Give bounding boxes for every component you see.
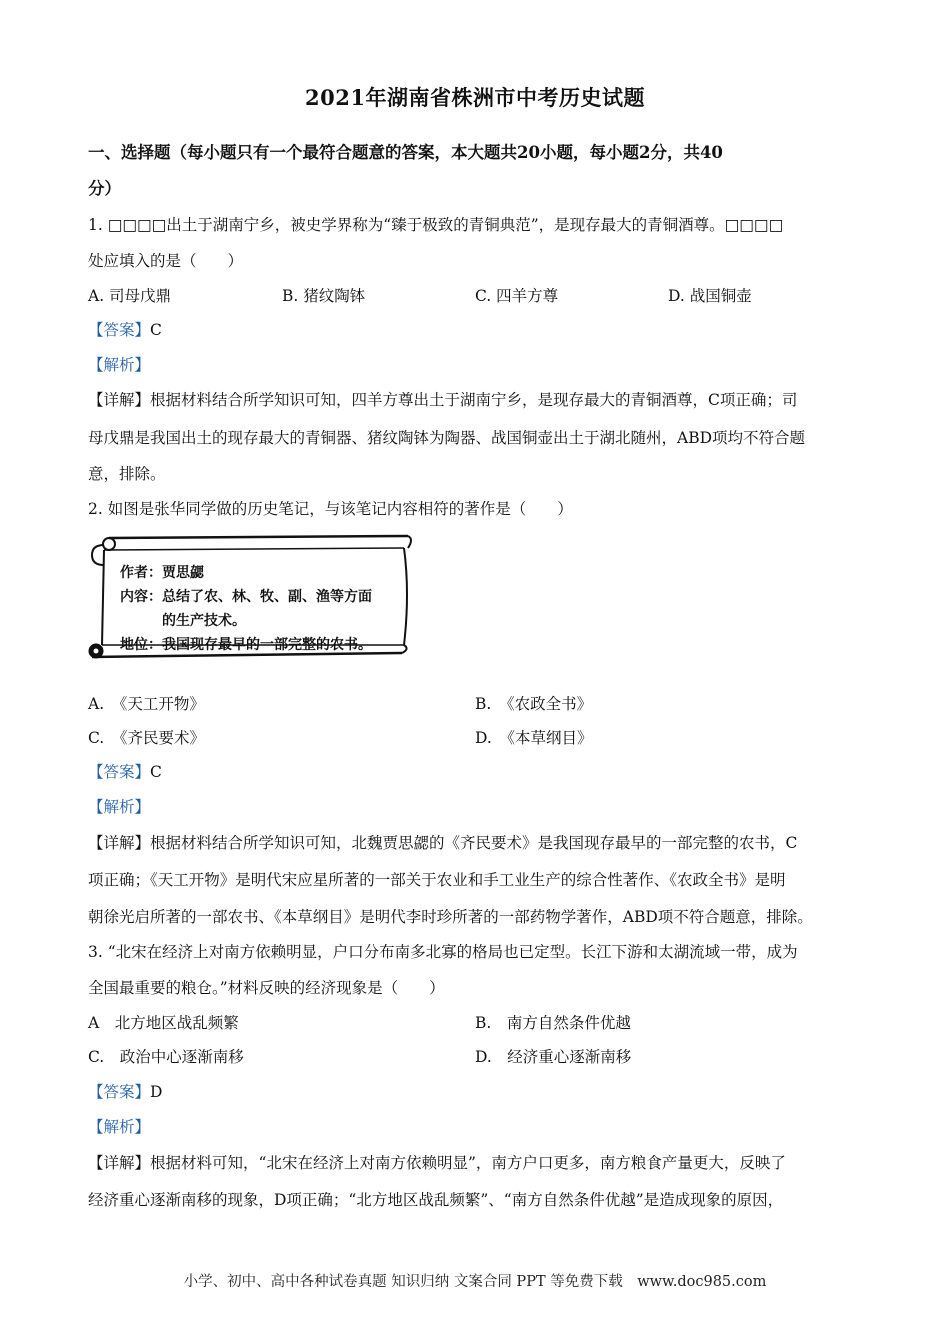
q2-option-c: C. 《齐民要术》 — [88, 729, 205, 747]
note-content-cont: 的生产技术。 — [162, 613, 246, 629]
q2-analysis-tag: 【解析】 — [88, 798, 151, 816]
note-status: 地位：我国现存最早的一部完整的农书。 — [120, 637, 372, 653]
q3-stem-line1: 3. “北宋在经济上对南方依赖明显，户口分布南多北寡的格局也已定型。长江下游和太湖流域一带，成为 — [88, 943, 798, 961]
answer-value: D — [150, 1083, 163, 1101]
q1-option-a: A. 司母戊鼎 — [88, 287, 172, 305]
note-content: 内容：总结了农、林、牧、副、渔等方面 — [120, 589, 372, 605]
detail-text: 根据材料可知，“北宋在经济上对南方依赖明显”，南方户口更多，南方粮食产量更大，反映了 — [150, 1154, 786, 1172]
q1-detail-line1 — [88, 390, 868, 410]
detail-tag: 【详解】 — [88, 391, 151, 409]
page-footer: 小学、初中、高中各种试卷真题 知识归纳 文案合同 PPT 等免费下载 www.doc985.com — [183, 1274, 767, 1290]
q2-option-b: B. 《农政全书》 — [475, 695, 593, 713]
q3-stem-line2: 全国最重要的粮仓。”材料反映的经济现象是（ ） — [88, 979, 445, 997]
q1-detail-line3: 意，排除。 — [88, 465, 166, 483]
note-author: 作者：贾思勰 — [120, 565, 204, 581]
detail-text: 根据材料结合所学知识可知，北魏贾思勰的《齐民要术》是我国现存最早的一部完整的农书，C — [150, 834, 798, 852]
page-title: 2021年湖南省株洲市中考历史试题 — [305, 85, 645, 110]
section-heading-cont: 分） — [88, 179, 121, 198]
q3-option-d: D. 经济重心逐渐南移 — [475, 1048, 632, 1066]
q2-detail-line2: 项正确；《天工开物》是明代宋应星所著的一部关于农业和手工业生产的综合性著作、《农政全书》是明 — [88, 871, 786, 889]
q1-stem-line1: 1. □□□□出土于湖南宁乡，被史学界称为“臻于极致的青铜典范”，是现存最大的青铜酒尊。□□□□ — [88, 216, 784, 234]
q3-option-c: C. 政治中心逐渐南移 — [88, 1048, 244, 1066]
section-heading: 一、选择题（每小题只有一个最符合题意的答案，本大题共20小题，每小题2分，共40 — [88, 143, 723, 162]
q3-option-b: B. 南方自然条件优越 — [475, 1014, 631, 1032]
detail-text: 根据材料结合所学知识可知，四羊方尊出土于湖南宁乡，是现存最大的青铜酒尊，C项正确；司 — [150, 391, 798, 409]
q1-option-c: C. 四羊方尊 — [475, 287, 559, 305]
q2-detail-line1 — [88, 833, 868, 853]
q1-option-d: D. 战国铜壶 — [668, 287, 752, 305]
q1-answer — [88, 320, 868, 340]
q2-detail-line3: 朝徐光启所著的一部农书、《本草纲目》是明代李时珍所著的一部药物学著作，ABD项不符合题意，排除。 — [88, 908, 813, 926]
q1-option-b: B. 猪纹陶钵 — [282, 287, 366, 305]
q1-detail-line2: 母戊鼎是我国出土的现存最大的青铜器、猪纹陶钵为陶器、战国铜壶出土于湖北随州，ABD项均不符合题 — [88, 429, 806, 447]
detail-tag: 【详解】 — [88, 1154, 151, 1172]
answer-tag: 【答案】 — [88, 1083, 151, 1101]
q3-option-a: A 北方地区战乱频繁 — [88, 1014, 239, 1032]
history-note-scroll — [86, 533, 416, 665]
q1-stem-line2: 处应填入的是（ ） — [88, 252, 244, 270]
q3-analysis-tag: 【解析】 — [88, 1118, 151, 1136]
answer-tag: 【答案】 — [88, 763, 151, 781]
q2-option-a: A. 《天工开物》 — [88, 695, 205, 713]
q2-answer — [88, 762, 868, 782]
answer-tag: 【答案】 — [88, 321, 151, 339]
q3-answer — [88, 1082, 868, 1102]
q3-detail-line1 — [88, 1153, 868, 1173]
answer-value: C — [150, 763, 162, 781]
q1-analysis-tag: 【解析】 — [88, 356, 151, 374]
q2-stem: 2. 如图是张华同学做的历史笔记，与该笔记内容相符的著作是（ ） — [88, 500, 573, 518]
answer-value: C — [150, 321, 162, 339]
detail-tag: 【详解】 — [88, 834, 151, 852]
q3-detail-line2: 经济重心逐渐南移的现象，D项正确；“北方地区战乱频繁”、“南方自然条件优越”是造成现象的原因， — [88, 1191, 784, 1209]
q2-option-d: D. 《本草纲目》 — [475, 729, 593, 747]
